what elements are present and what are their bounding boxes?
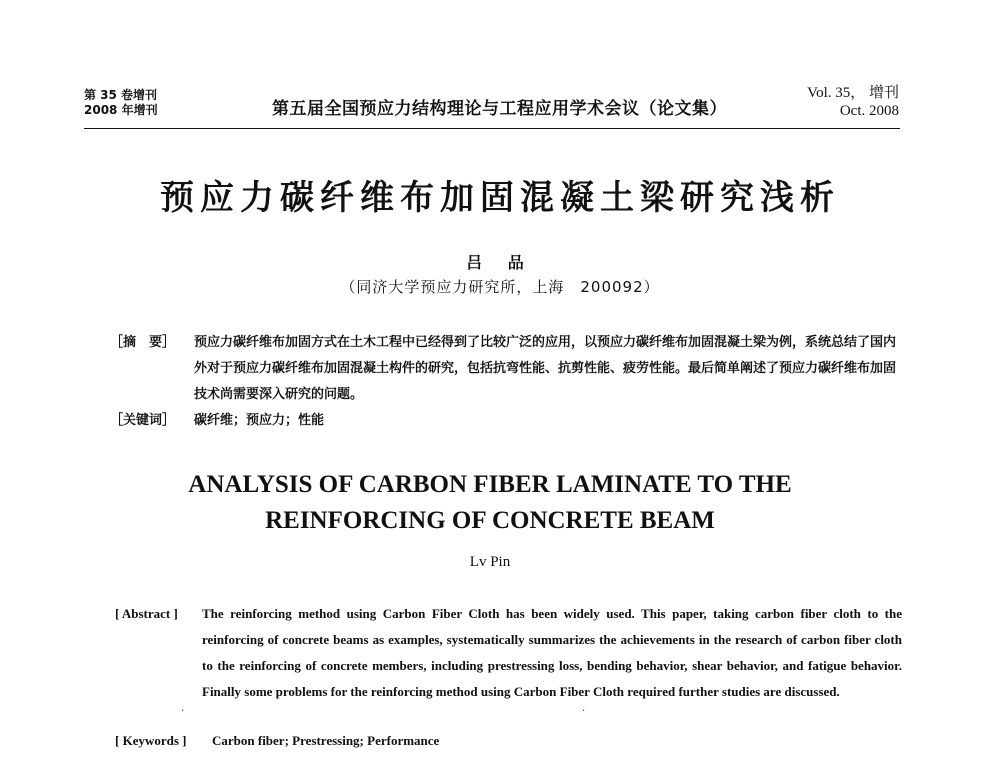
title-en-line2: REINFORCING OF CONCRETE BEAM xyxy=(265,507,715,534)
author-cn: 吕 品 xyxy=(466,253,534,272)
abstract-en-label: [ Abstract ] xyxy=(115,606,178,621)
paper-title-cn: 预应力碳纤维布加固混凝土梁研究浅析 xyxy=(160,178,840,218)
keywords-cn-label: ［关键词］ xyxy=(110,413,176,428)
keywords-en-label: [ Keywords ] xyxy=(115,733,187,748)
conference-name: 第五届全国预应力结构理论与工程应用学术会议（论文集） xyxy=(272,99,727,119)
running-header xyxy=(0,84,1000,132)
title-en-line1: ANALYSIS OF CARBON FIBER LAMINATE TO THE xyxy=(188,471,792,498)
abstract-en-text: The reinforcing method using Carbon Fiber Cloth has been widely used. This paper, taking carbon fiber cloth to the reinforcing of concrete beams as examples, systematically summarizes the achievements in the research of carbon fiber cloth to the reinforcing of concrete members, including prestressing loss, bending behavior, shear behavior, and fatigue behavior. Finally some problems for the reinforcing method using Carbon Fiber Cloth required further studies are discussed. xyxy=(202,606,902,699)
volume-en: Vol. 35， 增刊 xyxy=(807,85,899,101)
year-line: 2008 年增刊 xyxy=(84,103,158,117)
paper-title-en xyxy=(0,467,980,539)
date-en: Oct. 2008 xyxy=(839,103,899,119)
volume-line: 第 35 卷增刊 xyxy=(84,88,158,102)
keywords-en-text: Carbon fiber; Prestressing; Performance xyxy=(212,733,440,748)
affiliation-cn: （同济大学预应力研究所，上海 200092） xyxy=(340,278,660,296)
scan-speck: · xyxy=(181,706,185,717)
header-rule xyxy=(84,128,900,129)
volume-info-cn xyxy=(84,88,158,118)
abstract-cn-text: 预应力碳纤维布加固方式在土木工程中已经得到了比较广泛的应用，以预应力碳纤维布加固混凝土梁为例，系统总结了国内外对于预应力碳纤维布加固混凝土构件的研究，包括抗弯性能、抗剪性能、疲劳性能。最后简单阐述了预应力碳纤维布加固技术尚需要深入研究的问题。 xyxy=(194,335,897,402)
author-en: Lv Pin xyxy=(469,554,511,570)
abstract-cn-label: ［摘 要］ xyxy=(110,335,176,350)
volume-info-en xyxy=(807,84,899,120)
scan-speck: · xyxy=(582,706,586,717)
keywords-cn-text: 碳纤维；预应力；性能 xyxy=(194,413,325,428)
